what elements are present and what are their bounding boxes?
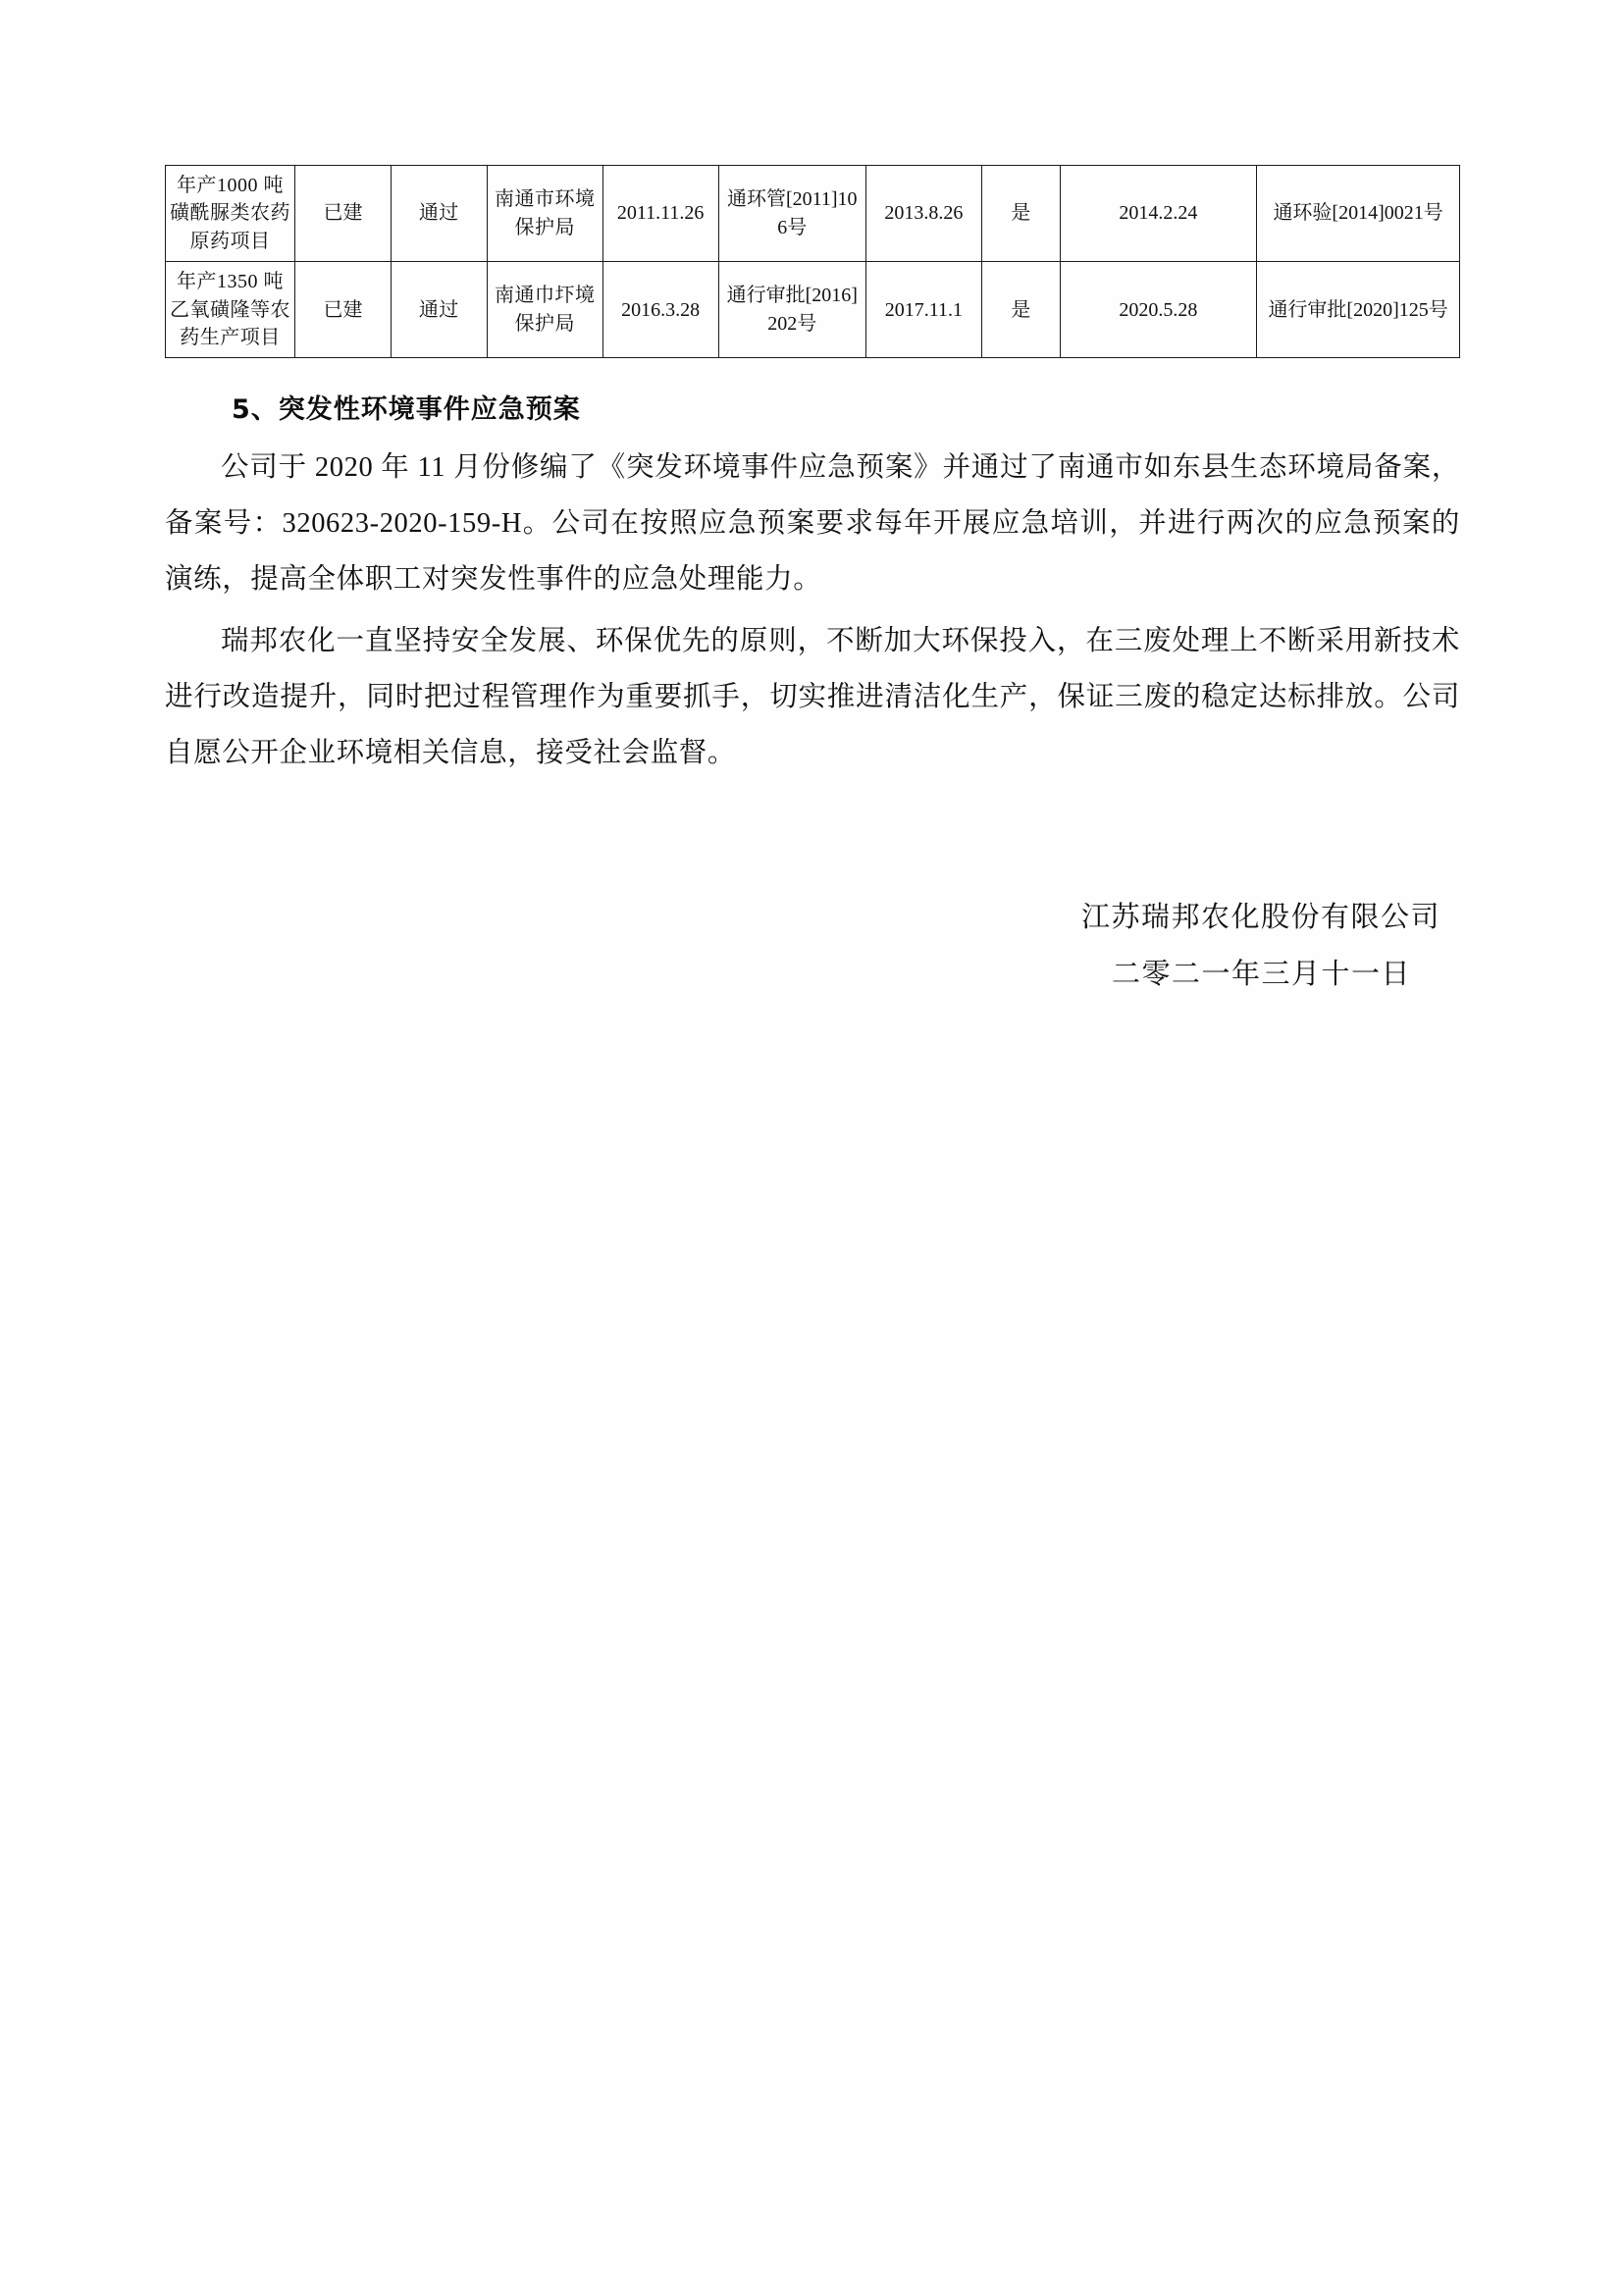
cell-project-name: 年产1350 吨乙氧磺隆等农药生产项目: [166, 262, 295, 358]
cell-project-name: 年产1000 吨磺酰脲类农药原药项目: [166, 166, 295, 262]
cell-authority: 南通市环境保护局: [487, 166, 602, 262]
cell-acceptance-date: 2013.8.26: [865, 166, 981, 262]
cell-acceptance-approve-date: 2020.5.28: [1060, 262, 1257, 358]
cell-acceptance-approve-date: 2014.2.24: [1060, 166, 1257, 262]
cell-approval-result: 通过: [391, 166, 487, 262]
cell-acceptance-doc: 通环验[2014]0021号: [1257, 166, 1460, 262]
cell-has-acceptance: 是: [981, 166, 1060, 262]
cell-build-status: 已建: [295, 166, 392, 262]
cell-approval-result: 通过: [391, 262, 487, 358]
cell-approval-date: 2011.11.26: [602, 166, 718, 262]
page-content: [165, 165, 1460, 1003]
paragraph-emergency-plan: 公司于 2020 年 11 月份修编了《突发环境事件应急预案》并通过了南通市如东县生态环境局备案，备案号：320623-2020-159-H。公司在按照应急预案要求每年开展应急培训，并进行两次的应急预案的演练，提高全体职工对突发性事件的应急处理能力。: [165, 452, 1460, 596]
cell-has-acceptance: 是: [981, 262, 1060, 358]
cell-approval-doc: 通环管[2011]106号: [718, 166, 865, 262]
cell-build-status: 已建: [295, 262, 392, 358]
cell-acceptance-doc: 通行审批[2020]125号: [1257, 262, 1460, 358]
table-row: [166, 262, 1460, 358]
signature-date: 二零二一年三月十一日: [1111, 959, 1411, 991]
paragraph-environment-commitment: 瑞邦农化一直坚持安全发展、环保优先的原则，不断加大环保投入，在三废处理上不断采用新技术进行改造提升，同时把过程管理作为重要抓手，切实推进清洁化生产，保证三废的稳定达标排放。公司自愿公开企业环境相关信息，接受社会监督。: [165, 626, 1460, 769]
section-heading: 5、突发性环境事件应急预案: [232, 394, 581, 426]
cell-authority: 南通巾圷境保护局: [487, 262, 602, 358]
signature-company: 江苏瑞邦农化股份有限公司: [1080, 902, 1440, 934]
cell-approval-doc: 通行审批[2016]202号: [718, 262, 865, 358]
signature-block: [165, 889, 1460, 1003]
cell-acceptance-date: 2017.11.1: [865, 262, 981, 358]
table-row: [166, 166, 1460, 262]
project-approval-table: [165, 165, 1460, 358]
cell-approval-date: 2016.3.28: [602, 262, 718, 358]
